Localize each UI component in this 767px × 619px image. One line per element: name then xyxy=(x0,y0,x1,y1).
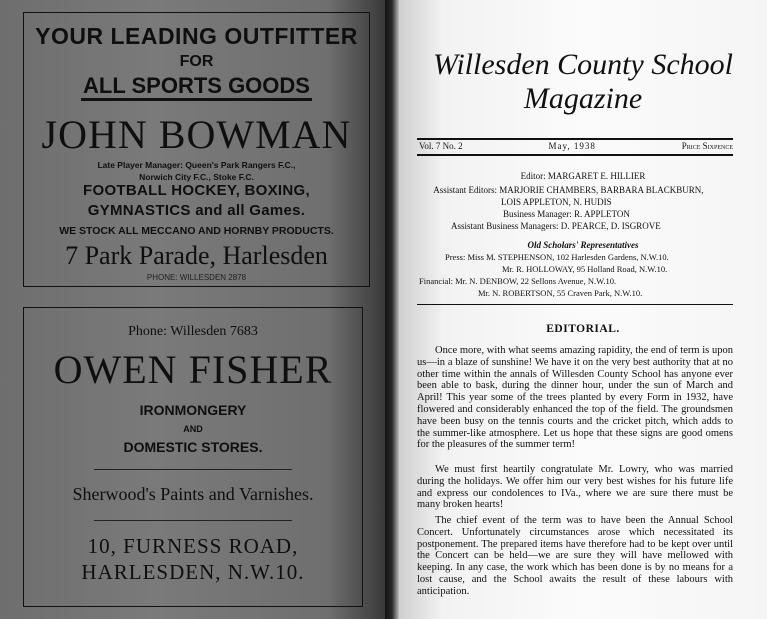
volume: Vol. 7 No. 2 xyxy=(419,141,463,151)
ad2-divider-top xyxy=(94,469,292,470)
ad-address: 7 Park Parade, Harlesden xyxy=(65,241,328,270)
ad-sports-list xyxy=(24,181,369,221)
editorial-paragraph-2: We must first heartily congratulate Mr. Lowry, who was married during the holidays. We offer him our very best wishes for his future life and express our condolences to IVa., where we are sure there must be many broken hearts! xyxy=(417,464,733,511)
ad2-ironmongery: IRONMONGERY xyxy=(139,402,247,418)
header-divider xyxy=(417,304,733,305)
press-representatives xyxy=(445,252,755,275)
press-label: Press: xyxy=(445,252,466,262)
financial-2: Mr. N. ROBERTSON, 55 Craven Park, N.W.10. xyxy=(478,287,643,298)
book-spine xyxy=(385,0,399,619)
ad-sports-text: ALL SPORTS GOODS xyxy=(81,73,312,101)
financial-representatives xyxy=(419,276,749,299)
price: Price Sixpence xyxy=(681,141,733,151)
ad2-address xyxy=(24,533,362,585)
asst-editors-1: MARJORIE CHAMBERS, BARBARA BLACKBURN, xyxy=(499,185,704,195)
john-bowman-advert xyxy=(23,12,370,287)
press-2: Mr. R. HOLLOWAY, 95 Holland Road, N.W.10. xyxy=(502,263,668,274)
editorial-paragraph-1: Once more, with what seems amazing rapidity, the end of term is upon us—in a blaze of sunshine! We have it on the very best authority that at no other time within the annals of Willesden County School has anyone ever been able to bask, during the dinner hour, under the sun of March and April! This year some of the trees planted by every Form in 1932, have flowered and considerably enhanced the top of the field. The groundsmen have been busy on the tennis courts and the cricket pitch, which adds to the summer-like atmosphere. Let us hope that these signs are good omens for the pleasures of the summer term! xyxy=(417,345,733,451)
ad2-phone: Phone: Willesden 7683 xyxy=(128,324,258,339)
ad-meccano: WE STOCK ALL MECCANO AND HORNBY PRODUCTS. xyxy=(59,225,334,237)
financial-label: Financial: xyxy=(419,276,453,286)
owen-fisher-advert xyxy=(23,307,363,607)
title-line1: Willesden County School xyxy=(433,48,733,81)
ad2-paints: Sherwood's Paints and Varnishes. xyxy=(72,484,314,504)
ad-sub-line2: Norwich City F.C., Stoke F.C. xyxy=(139,172,254,182)
ad2-domestic: DOMESTIC STORES. xyxy=(123,439,263,455)
ad-list-line2: GYMNASTICS and all Games. xyxy=(87,202,306,219)
ad-headline: YOUR LEADING OUTFITTER xyxy=(35,23,358,49)
press-1: Miss M. STEPHENSON, 102 Harlesden Gardens, N.W.10. xyxy=(467,252,669,262)
editorial-paragraph-3: The chief event of the term was to have been the Annual School Concert. Unfortunately circumstances arose which necessitated its postponement. The prepared items have therefore had to be kept over until the Concert can be held—we are sure they will have mellowed with keeping. In any case, the work which has been done is by no means for a lost cause, and the School awaits the result of these labours with anticipation. xyxy=(417,515,733,597)
editor: Editor: MARGARET E. HILLIER xyxy=(520,171,646,181)
title-line2: Magazine xyxy=(523,82,643,115)
ad-phone: PHONE: WILLESDEN 2878 xyxy=(146,273,247,282)
ad-sub-line1: Late Player Manager: Queen's Park Rangers F.C., xyxy=(97,160,296,170)
asst-editors-label: Assistant Editors: xyxy=(433,185,497,195)
ad-list-line1: FOOTBALL HOCKEY, BOXING, xyxy=(83,182,310,199)
ad2-road-line2: HARLESDEN, N.W.10. xyxy=(81,560,305,584)
ad2-name: OWEN FISHER xyxy=(53,347,333,392)
ad-sub xyxy=(24,159,369,183)
issue-line xyxy=(419,141,733,151)
magazine-title xyxy=(399,48,767,116)
masthead-rule-bottom xyxy=(417,154,733,156)
financial-1: Mr. N. DENBOW, 22 Sellons Avenue, N.W.10. xyxy=(455,276,617,286)
old-scholars-heading: Old Scholars' Representatives xyxy=(527,240,639,250)
right-page xyxy=(399,0,767,619)
assistant-business-managers: Assistant Business Managers: D. PEARCE, D. ISGROVE xyxy=(451,221,661,231)
ad-sports xyxy=(24,73,369,99)
ad2-road-line1: 10, FURNESS ROAD, xyxy=(87,534,299,558)
ad2-and: AND xyxy=(183,424,203,434)
business-manager: Business Manager: R. APPLETON xyxy=(503,209,630,219)
editorial-heading: EDITORIAL. xyxy=(546,323,620,335)
ad-name: JOHN BOWMAN xyxy=(41,112,352,157)
asst-editors-2: LOIS APPLETON, N. HUDIS xyxy=(501,197,612,207)
masthead-rule-top xyxy=(417,138,733,140)
ad-for: FOR xyxy=(179,53,214,70)
issue-date: May, 1938 xyxy=(548,141,596,151)
assistant-editors xyxy=(415,184,745,208)
ad2-divider-bottom xyxy=(94,520,292,521)
